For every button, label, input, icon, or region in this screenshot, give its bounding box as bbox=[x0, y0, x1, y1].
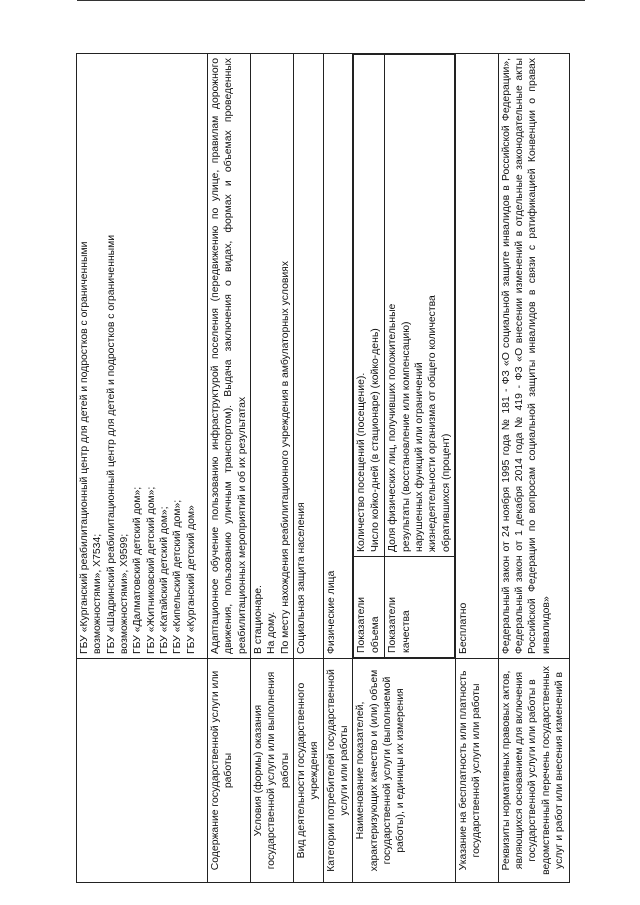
row-label: Категории потребителей государственной услуги или работы bbox=[323, 659, 353, 883]
legal-acts: Федеральный закон от 24 ноября 1995 года № 181 - ФЗ «О социальной защите инвалидов в Российской Федерации», Федеральный закон от 1 декабря 2014 года № 419 - ФЗ «О внесении изменений в отдельные законодательные акты Российской Федерации по вопросам социальной защиты инвалидов в связи с ратификацией Конвенции о правах инвалидов» bbox=[498, 54, 569, 659]
row-label: Вид деятельности государственного учреждения bbox=[294, 659, 324, 883]
indicator-line: Число койко-дней (в стационаре) (койко-день) bbox=[369, 328, 381, 552]
table-row bbox=[208, 54, 251, 883]
table-row bbox=[455, 54, 498, 883]
condition-line: По месту нахождения реабилитационного учреждения в амбулаторных условиях bbox=[279, 261, 291, 654]
table-row bbox=[353, 54, 456, 883]
table-row bbox=[498, 54, 569, 883]
service-conditions bbox=[251, 54, 294, 659]
indicator-line: Доля физических лиц, получивших положительные результаты (восстановление или компенсацию) нарушенных функций или ограничений жизнедеятельности организма от общего количества обратившихся (процент) bbox=[387, 295, 452, 552]
row-label: Указание на бесплатность или платность государственной услуги или работы bbox=[455, 659, 498, 883]
volume-indicators bbox=[354, 55, 385, 557]
list-line: ГБУ «Курганский реабилитационный центр для детей и подростков с ограниченными bbox=[79, 241, 90, 654]
list-line: ГБУ «Катайский детский дом»; bbox=[158, 506, 170, 654]
quality-indicators-label: Показатели качества bbox=[385, 557, 455, 658]
list-line: ГБУ «Житниковский детский дом»; bbox=[145, 486, 157, 654]
condition-line: На дому. bbox=[266, 611, 278, 654]
service-table bbox=[76, 53, 570, 883]
table-row bbox=[77, 54, 208, 883]
consumer-category: Физические лица bbox=[323, 54, 353, 659]
row-label: Наименование показателей, характеризующих качество и (или) объем государственной услуги (выполняемой работы), и единицы их измерения bbox=[353, 659, 456, 883]
payment-indicator: Бесплатно bbox=[455, 54, 498, 659]
row-label bbox=[77, 659, 208, 883]
row-label: Содержание государственной услуги или работы bbox=[208, 659, 251, 883]
list-line: ГБУ «Далматовский детский дом»; bbox=[132, 486, 144, 654]
activity-type: Социальная защита населения bbox=[294, 54, 324, 659]
table-row bbox=[251, 54, 294, 883]
list-line: ГБУ «Курганский детский дом» bbox=[185, 505, 197, 654]
list-line: возможностями», Х9599; bbox=[118, 533, 130, 654]
indicators-subtable bbox=[353, 54, 455, 658]
list-line: возможностями», Х7534; bbox=[92, 533, 104, 654]
table-row bbox=[294, 54, 324, 883]
table-row bbox=[323, 54, 353, 883]
indicator-line: Количество посещений (посещение). bbox=[356, 372, 368, 552]
row-label: Условия (формы) оказания государственной услуги или выполнения работы bbox=[251, 659, 294, 883]
list-line: ГБУ «Шадринский реабилитационный центр для детей и подростков с ограниченными bbox=[105, 234, 117, 654]
list-line: ГБУ «Кипельский детский дом»; bbox=[172, 499, 184, 654]
service-content: Адаптационное обучение пользованию инфраструктурой поселения (передвижению по улице, правилам дорожного движения, пользованию уличным транспортом). Выдача заключения о видах, формах и объемах проведенных реабилитационных мероприятий и об их результатах bbox=[208, 54, 251, 659]
volume-indicators-label: Показатели объема bbox=[354, 557, 385, 658]
condition-line: В стационаре. bbox=[253, 585, 264, 654]
row-label: Реквизиты нормативных правовых актов, являющихся основанием для включения государственной услуги или работы в ведомственный перечень государственных услуг и работ или внесения изменений в bbox=[498, 659, 569, 883]
quality-indicators bbox=[385, 55, 455, 557]
indicators-cell bbox=[353, 54, 456, 659]
institutions-list bbox=[77, 54, 208, 659]
